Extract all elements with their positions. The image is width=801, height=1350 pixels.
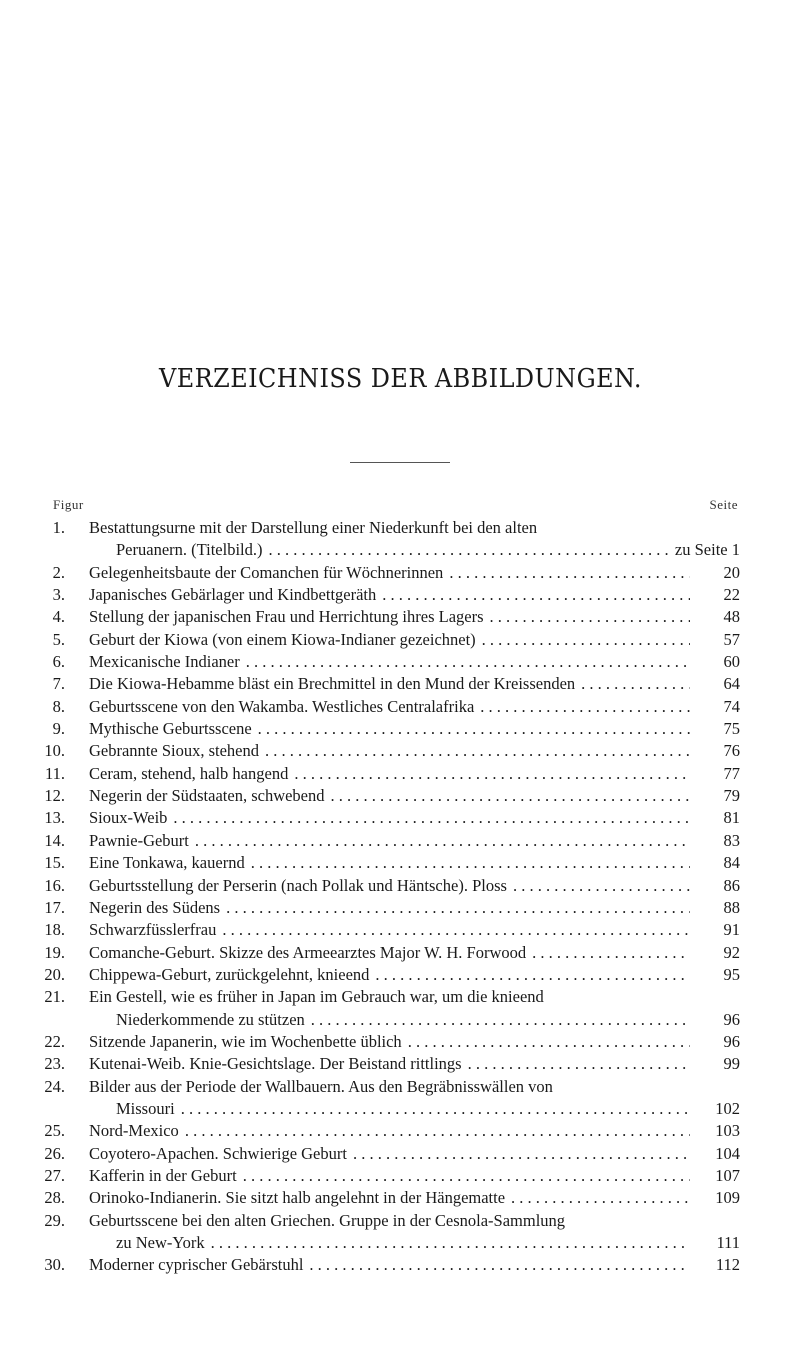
page-number: 104 (715, 1143, 740, 1163)
page-number: 57 (723, 629, 740, 649)
figure-entry (40, 763, 740, 785)
entry-line (40, 1143, 740, 1165)
figure-number: 26. (44, 1143, 65, 1163)
dot-leader (245, 852, 690, 874)
figure-caption: Geburt der Kiowa (von einem Kiowa-Indianer gezeichnet) (89, 629, 476, 649)
entry-line (40, 897, 740, 919)
entry-line (40, 718, 740, 740)
figure-number: 1. (52, 518, 65, 537)
page-number: 48 (723, 607, 740, 627)
figure-caption: Japanisches Gebärlager und Kindbettgeräth (89, 585, 377, 605)
figure-caption: Eine Tonkawa, kauernd (89, 853, 245, 873)
figure-number: 14. (44, 830, 65, 850)
figure-number: 27. (44, 1165, 65, 1185)
figure-entry (40, 1143, 740, 1165)
figure-number: 21. (44, 987, 65, 1007)
page-title: VERZEICHNISS DER ABBILDUNGEN. (159, 364, 642, 394)
page-number: 91 (723, 920, 740, 940)
entry-line (40, 606, 740, 628)
entry-line (40, 584, 740, 606)
dot-leader (476, 629, 690, 651)
figure-entry (40, 830, 740, 852)
entry-line (40, 562, 740, 584)
figure-caption: Kafferin in der Geburt (89, 1165, 237, 1185)
entry-line (40, 651, 740, 673)
entry-line (40, 1076, 740, 1098)
dot-leader (526, 942, 690, 964)
figure-caption: zu New-York (116, 1233, 205, 1252)
dot-leader (189, 830, 690, 852)
figure-entry (40, 875, 740, 897)
page-number: 99 (723, 1054, 740, 1074)
figure-caption: Geburtsstellung der Perserin (nach Pollak und Häntsche). Ploss (89, 875, 507, 895)
figure-caption: Niederkommende zu stützen (116, 1009, 305, 1029)
page-number: 75 (723, 719, 740, 739)
figure-caption: Gebrannte Sioux, stehend (89, 741, 260, 761)
figure-entry (40, 1210, 740, 1255)
dot-leader (175, 1098, 690, 1120)
figure-number: 18. (44, 920, 65, 940)
entry-line (40, 629, 740, 651)
figure-number: 4. (52, 607, 65, 627)
entry-line (40, 740, 740, 762)
figure-caption: Die Kiowa-Hebamme bläst ein Brechmittel in den Mund der Kreissenden (89, 674, 576, 694)
dot-leader (484, 606, 690, 628)
title-divider (350, 462, 450, 463)
figure-entry (40, 584, 740, 606)
entry-line (40, 539, 740, 561)
dot-leader (507, 875, 690, 897)
dot-leader (288, 763, 690, 785)
figure-caption: Stellung der japanischen Frau und Herrichtung ihres Lagers (89, 607, 484, 627)
figure-caption: Sitzende Japanerin, wie im Wochenbette üblich (89, 1031, 402, 1051)
figure-entry (40, 651, 740, 673)
entry-line (40, 1187, 740, 1209)
figure-number: 6. (52, 652, 65, 672)
figure-caption: Comanche-Geburt. Skizze des Armeearztes Major W. H. Forwood (89, 942, 527, 962)
page-number: 102 (715, 1098, 740, 1118)
figure-number: 10. (44, 741, 65, 761)
figure-number: 2. (52, 562, 65, 582)
figure-entry (40, 785, 740, 807)
page-number: 76 (723, 741, 740, 761)
figure-number: 28. (44, 1188, 65, 1208)
figure-caption: Moderner cyprischer Gebärstuhl (89, 1255, 304, 1275)
entry-line (40, 1053, 740, 1075)
figure-caption: Chippewa-Geburt, zurückgelehnt, knieend (89, 964, 370, 984)
figure-number: 12. (44, 786, 65, 806)
figure-number: 13. (44, 808, 65, 828)
entry-line (40, 852, 740, 874)
figure-caption: Sioux-Weib (89, 808, 168, 828)
figure-number: 25. (44, 1121, 65, 1141)
figure-caption: Coyotero-Apachen. Schwierige Geburt (89, 1143, 347, 1163)
figure-entry (40, 1053, 740, 1075)
figure-entry (40, 673, 740, 695)
figure-entry (40, 740, 740, 762)
figure-list (40, 517, 740, 1277)
figure-entry (40, 942, 740, 964)
figure-caption: Negerin des Südens (89, 897, 221, 917)
entry-line (40, 1254, 740, 1276)
entry-line (40, 673, 740, 695)
entry-line (40, 1232, 740, 1254)
figure-caption: Geburtsscene bei den alten Griechen. Gruppe in der Cesnola-Sammlung (89, 1210, 566, 1230)
figure-entry (40, 517, 740, 562)
figure-number: 3. (52, 585, 65, 605)
page-number: 112 (715, 1255, 740, 1275)
page-number: zu Seite 1 (674, 540, 740, 560)
page-number: 86 (723, 875, 740, 895)
figure-caption: Geburtsscene von den Wakamba. Westliches Centralafrika (89, 696, 475, 716)
dot-leader (474, 696, 690, 718)
entry-line (40, 942, 740, 964)
entry-line (40, 1120, 740, 1142)
figure-caption: Mexicanische Indianer (89, 652, 240, 672)
figure-caption: Nord-Mexico (89, 1121, 179, 1141)
dot-leader (575, 673, 690, 695)
entry-line (40, 696, 740, 718)
figure-number: 5. (52, 629, 65, 649)
page-number: 84 (723, 853, 740, 873)
figure-entry (40, 852, 740, 874)
dot-leader (402, 1031, 690, 1053)
entry-line (40, 986, 740, 1008)
page-number: 79 (723, 786, 740, 806)
figure-number: 24. (44, 1076, 65, 1096)
dot-leader (252, 718, 690, 740)
figure-column-header: Figur (53, 497, 84, 512)
figure-number: 20. (44, 964, 65, 984)
figure-number: 7. (52, 674, 65, 694)
dot-leader (505, 1187, 690, 1209)
entry-line (40, 785, 740, 807)
page-number: 88 (723, 897, 740, 917)
figure-caption: Bilder aus der Periode der Wallbauern. Aus den Begräbnisswällen von (89, 1076, 553, 1096)
entry-line (40, 1210, 740, 1232)
figure-entry (40, 1165, 740, 1187)
page-number: 95 (723, 964, 740, 984)
dot-leader (263, 539, 669, 561)
figure-caption: Peruanern. (Titelbild.) (116, 540, 263, 560)
figure-caption: Missouri (116, 1098, 175, 1118)
entry-line (40, 763, 740, 785)
figure-caption: Negerin der Südstaaten, schwebend (89, 786, 325, 806)
dot-leader (240, 651, 690, 673)
figure-entry (40, 986, 740, 1031)
dot-leader (443, 562, 690, 584)
dot-leader (237, 1165, 690, 1187)
figure-caption: Orinoko-Indianerin. Sie sitzt halb angelehnt in der Hängematte (89, 1188, 506, 1208)
figure-caption: Pawnie-Geburt (89, 830, 189, 850)
figure-entry (40, 718, 740, 740)
page-number: 96 (723, 1009, 740, 1029)
figure-entry (40, 606, 740, 628)
figure-number: 22. (44, 1031, 65, 1051)
figure-caption: Ceram, stehend, halb hangend (89, 763, 289, 783)
dot-leader (376, 584, 690, 606)
dot-leader (305, 1009, 690, 1031)
page-column-header: Seite (709, 497, 738, 512)
entry-line (40, 1098, 740, 1120)
page-number: 107 (715, 1165, 740, 1185)
dot-leader (216, 919, 690, 941)
figure-number: 15. (44, 853, 65, 873)
figure-caption: Kutenai-Weib. Knie-Gesichtslage. Der Beistand rittlings (89, 1054, 462, 1074)
figure-number: 19. (44, 942, 65, 962)
figure-entry (40, 1254, 740, 1276)
figure-number: 30. (44, 1255, 65, 1275)
figure-entry (40, 897, 740, 919)
figure-number: 29. (44, 1210, 65, 1230)
dot-leader (259, 740, 690, 762)
dot-leader (220, 897, 690, 919)
figure-entry (40, 629, 740, 651)
figure-caption: Mythische Geburtsscene (89, 719, 252, 739)
dot-leader (167, 807, 690, 829)
page-number: 22 (723, 585, 740, 605)
figure-number: 11. (44, 763, 65, 783)
dot-leader (462, 1053, 690, 1075)
figure-entry (40, 562, 740, 584)
page-number: 60 (723, 652, 740, 672)
entry-line (40, 1165, 740, 1187)
figure-entry (40, 964, 740, 986)
figure-entry (40, 1031, 740, 1053)
figure-entry (40, 696, 740, 718)
figure-entry (40, 807, 740, 829)
page-number: 109 (715, 1188, 740, 1208)
entry-line (40, 875, 740, 897)
page-number: 74 (723, 696, 740, 716)
dot-leader (325, 785, 690, 807)
figure-caption: Schwarzfüsslerfrau (89, 920, 217, 940)
figure-entry (40, 1076, 740, 1121)
figure-caption: Gelegenheitsbaute der Comanchen für Wöchnerinnen (89, 562, 444, 582)
entry-line (40, 517, 740, 539)
page-number: 96 (723, 1031, 740, 1051)
figure-number: 16. (44, 875, 65, 895)
figure-entry (40, 1120, 740, 1142)
dot-leader (205, 1232, 690, 1254)
figure-entry (40, 919, 740, 941)
dot-leader (179, 1120, 690, 1142)
figure-entry (40, 1187, 740, 1209)
dot-leader (369, 964, 690, 986)
entry-line (40, 964, 740, 986)
page-number: 92 (723, 942, 740, 962)
entry-line (40, 807, 740, 829)
figure-number: 9. (52, 719, 65, 739)
dot-leader (303, 1254, 690, 1276)
figure-number: 8. (52, 696, 65, 716)
entry-line (40, 1031, 740, 1053)
page-number: 20 (723, 562, 740, 582)
page-number: 83 (723, 830, 740, 850)
page-number: 64 (723, 674, 740, 694)
page-number: 103 (715, 1121, 740, 1141)
entry-line (40, 830, 740, 852)
figure-caption: Ein Gestell, wie es früher in Japan im Gebrauch war, um die knieend (89, 987, 544, 1007)
entry-line (40, 1009, 740, 1031)
page-number: 77 (723, 763, 740, 783)
page-number: 111 (716, 1233, 740, 1252)
figure-number: 23. (44, 1054, 65, 1074)
entry-line (40, 919, 740, 941)
figure-caption: Bestattungsurne mit der Darstellung einer Niederkunft bei den alten (89, 518, 538, 537)
figure-number: 17. (44, 897, 65, 917)
page-number: 81 (723, 808, 740, 828)
dot-leader (347, 1143, 690, 1165)
